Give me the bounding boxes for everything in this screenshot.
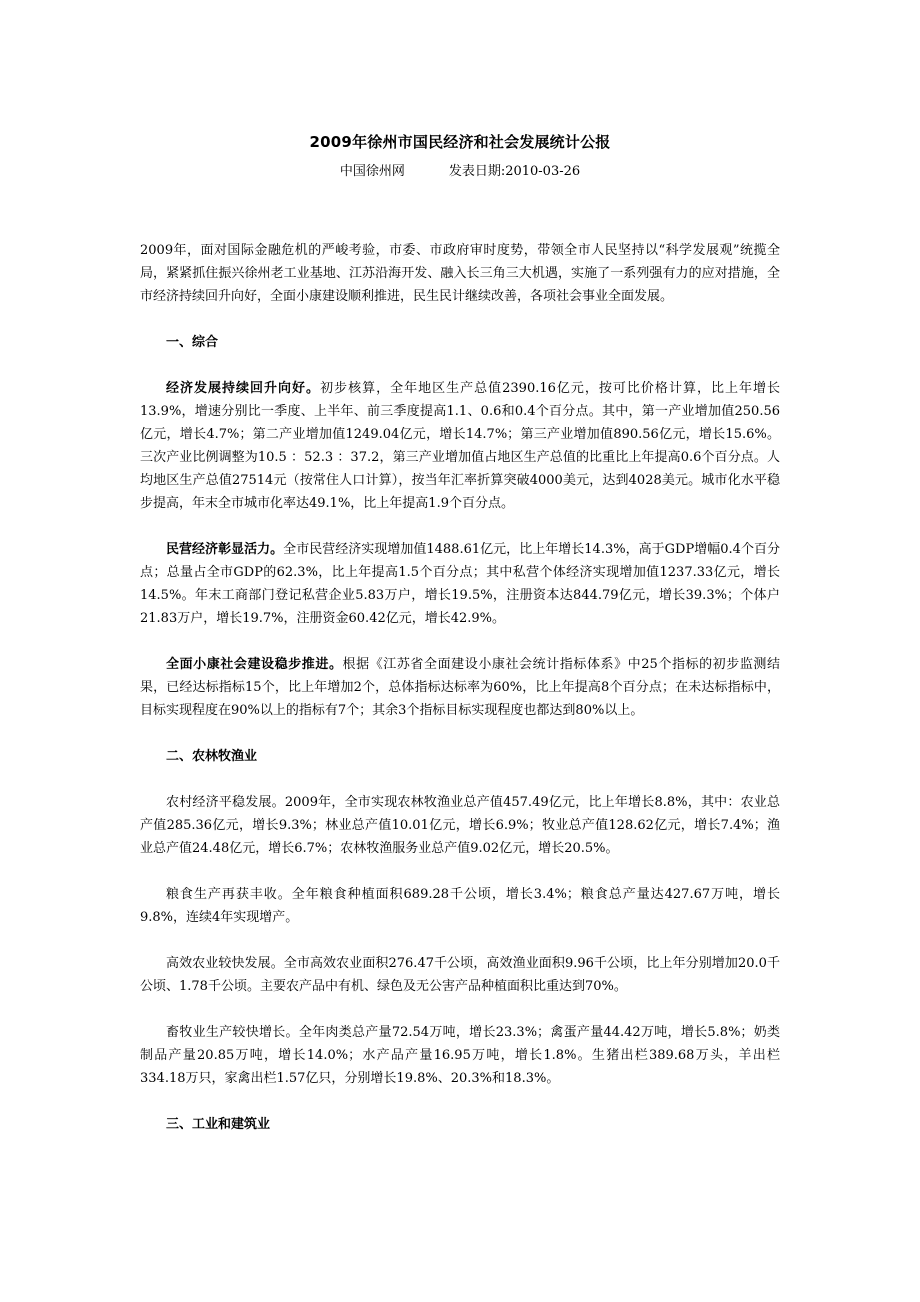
source-label: 中国徐州网 — [339, 164, 405, 179]
paragraph-livestock: 畜牧业生产较快增长。全年肉类总产量72.54万吨，增长23.3%；禽蛋产量44.42万吨，增长5.8%；奶类制品产量20.85万吨，增长14.0%；水产品产量16.95万吨，增长1.8%。生猪出栏389.68万头，羊出栏334.18万只，家禽出栏1.57亿只，分别增长19.8%、20.3%和18.3%。 — [140, 1025, 780, 1086]
paragraph-private-economy — [140, 538, 780, 630]
section-heading-industry: 三、工业和建筑业 — [166, 1117, 271, 1132]
section-heading-agriculture: 二、农林牧渔业 — [166, 749, 258, 764]
intro-paragraph: 2009年，面对国际金融危机的严峻考验，市委、市政府审时度势，带领全市人民坚持以“科学发展观”统揽全局，紧紧抓住振兴徐州老工业基地、江苏沿海开发、融入长三角三大机遇，实施了一系列强有力的应对措施，全市经济持续回升向好，全面小康建设顺利推进，民生民计继续改善，各项社会事业全面发展。 — [140, 243, 780, 304]
paragraph-lead: 全面小康社会建设稳步推进。 — [166, 657, 343, 672]
document-meta — [0, 160, 920, 179]
paragraph-xiaokang — [140, 653, 780, 722]
paragraph-text: 初步核算，全年地区生产总值2390.16亿元，按可比价格计算，比上年增长13.9%，增速分别比一季度、上半年、前三季度提高1.1、0.6和0.4个百分点。其中，第一产业增加值250.56亿元，增长4.7%；第二产业增加值1249.04亿元，增长14.7%；第三产业增加值890.56亿元，增长15.6%。三次产业比例调整为10.5 ：52.3 ：37.2，第三产业增加值占地区生产总值的比重比上年提高0.6个百分点。人均地区生产总值27514元（按常住人口计算），按当年汇率折算突破4000美元，达到4028美元。城市化水平稳步提高，年末全市城市化率达49.1%，比上年提高1.9个百分点。 — [140, 381, 780, 511]
paragraph-efficient-agriculture: 高效农业较快发展。全市高效农业面积276.47千公顷，高效渔业面积9.96千公顷，比上年分别增加20.0千公顷、1.78千公顷。主要农产品中有机、绿色及无公害产品种植面积比重达到70%。 — [140, 956, 780, 994]
paragraph-grain: 粮食生产再获丰收。全年粮食种植面积689.28千公顷，增长3.4%；粮食总产量达427.67万吨，增长9.8%，连续4年实现增产。 — [140, 887, 780, 925]
document-body — [140, 239, 780, 1136]
paragraph-economy — [140, 377, 780, 515]
document-title: 2009年徐州市国民经济和社会发展统计公报 — [309, 133, 611, 151]
paragraph-text: 根据《江苏省全面建设小康社会统计指标体系》中25个指标的初步监测结果，已经达标指标15个，比上年增加2个，总体指标达标率为60%，比上年提高8个百分点；在未达标指标中，目标实现程度在90%以上的指标有7个；其余3个指标目标实现程度也都达到80%以上。 — [140, 657, 780, 718]
paragraph-text: 全市民营经济实现增加值1488.61亿元，比上年增长14.3%，高于GDP增幅0.4个百分点；总量占全市GDP的62.3%，比上年提高1.5个百分点；其中私营个体经济实现增加值1237.33亿元，增长14.5%。年末工商部门登记私营企业5.83万户，增长19.5%，注册资本达844.79亿元，增长39.3%；个体户21.83万户，增长19.7%，注册资金60.42亿元，增长42.9%。 — [140, 542, 780, 626]
section-heading-general: 一、综合 — [166, 335, 219, 350]
paragraph-lead: 经济发展持续回升向好。 — [166, 381, 321, 396]
publish-date: 发表日期:2010-03-26 — [448, 164, 581, 179]
paragraph-rural-economy: 农村经济平稳发展。2009年，全市实现农林牧渔业总产值457.49亿元，比上年增长8.8%，其中：农业总产值285.36亿元，增长9.3%；林业总产值10.01亿元，增长6.9%；牧业总产值128.62亿元，增长7.4%；渔业总产值24.48亿元，增长6.7%；农林牧渔服务业总产值9.02亿元，增长20.5%。 — [140, 795, 780, 856]
paragraph-lead: 民营经济彰显活力。 — [166, 542, 284, 557]
